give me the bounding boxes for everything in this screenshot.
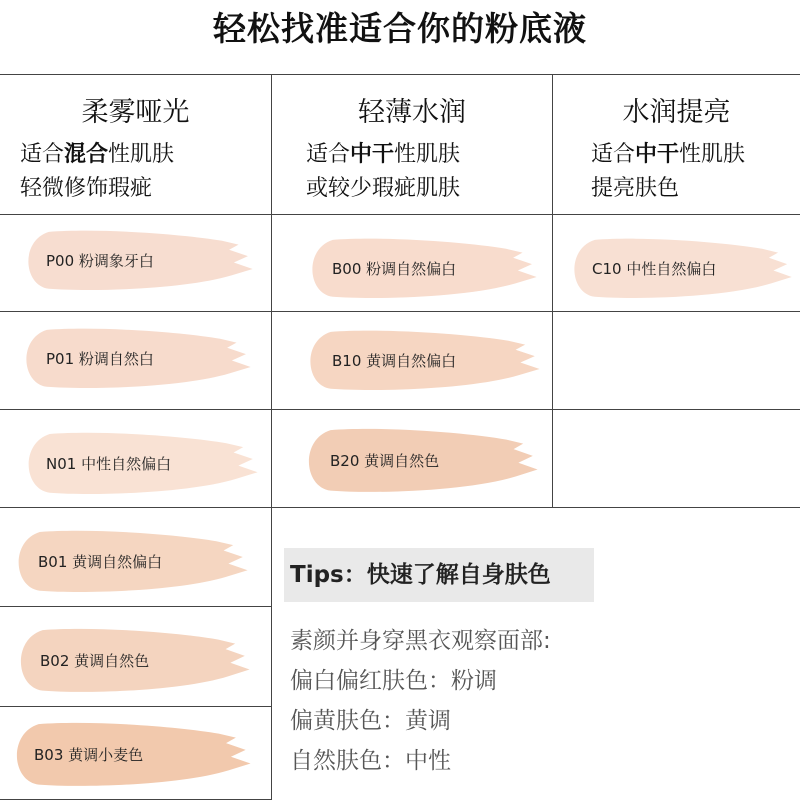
grid-line — [0, 214, 800, 215]
page-title: 轻松找准适合你的粉底液 — [213, 9, 587, 48]
swatch-label: B01 黄调自然偏白 — [38, 552, 163, 571]
grid-line — [0, 74, 800, 75]
desc-line: 适合中干性肌肤 — [306, 142, 461, 167]
tips-line: 素颜并身穿黑衣观察面部: — [290, 628, 551, 654]
grid-line — [0, 606, 272, 607]
swatch-label: B10 黄调自然偏白 — [332, 351, 457, 370]
swatch-b10 — [302, 328, 542, 392]
column-name: 轻薄水润 — [358, 97, 466, 128]
swatch-b03 — [8, 720, 253, 788]
swatch-label: N01 中性自然偏白 — [46, 454, 172, 473]
grid-line — [0, 311, 800, 312]
swatch-c10 — [566, 236, 794, 300]
column-header-light — [272, 76, 552, 214]
column-name: 柔雾哑光 — [81, 97, 190, 128]
swatch-p00 — [20, 228, 255, 292]
swatch-label: B02 黄调自然色 — [40, 651, 150, 670]
swatch-p01 — [18, 326, 253, 390]
column-header-matte — [0, 76, 271, 214]
swatch-label: B20 黄调自然色 — [330, 451, 440, 470]
grid-line — [0, 409, 800, 410]
desc-highlight: 混合 — [64, 142, 109, 167]
swatch-label: B00 粉调自然偏白 — [332, 259, 457, 278]
column-desc — [306, 138, 460, 206]
tips-line: 自然肤色：中性 — [290, 748, 451, 774]
tips-line: 偏黄肤色：黄调 — [290, 708, 451, 734]
grid-line — [0, 507, 800, 508]
swatch-label: P01 粉调自然白 — [46, 349, 154, 368]
swatch-b01 — [10, 528, 250, 594]
desc-line: 或较少瑕疵肌肤 — [306, 176, 461, 201]
desc-line: 适合混合性肌肤 — [20, 142, 175, 167]
desc-line: 适合中干性肌肤 — [591, 142, 746, 167]
desc-line: 轻微修饰瑕疵 — [20, 176, 153, 201]
column-header-bright — [553, 76, 800, 214]
swatch-b20 — [300, 426, 540, 494]
desc-highlight: 中干 — [350, 142, 395, 167]
tips-title: Tips：快速了解自身肤色 — [290, 562, 551, 588]
grid-line — [0, 706, 272, 707]
swatch-label: B03 黄调小麦色 — [34, 745, 144, 764]
column-name: 水润提亮 — [622, 97, 731, 128]
swatch-label: P00 粉调象牙白 — [46, 251, 154, 270]
desc-highlight: 中干 — [635, 142, 680, 167]
column-desc — [20, 138, 174, 206]
tips-line: 偏白偏红肤色：粉调 — [290, 668, 497, 694]
column-desc — [591, 138, 745, 206]
swatch-label: C10 中性自然偏白 — [592, 259, 717, 278]
swatch-b00 — [304, 236, 539, 300]
swatch-n01 — [20, 430, 260, 496]
swatch-b02 — [12, 626, 252, 694]
desc-line: 提亮肤色 — [591, 176, 680, 201]
